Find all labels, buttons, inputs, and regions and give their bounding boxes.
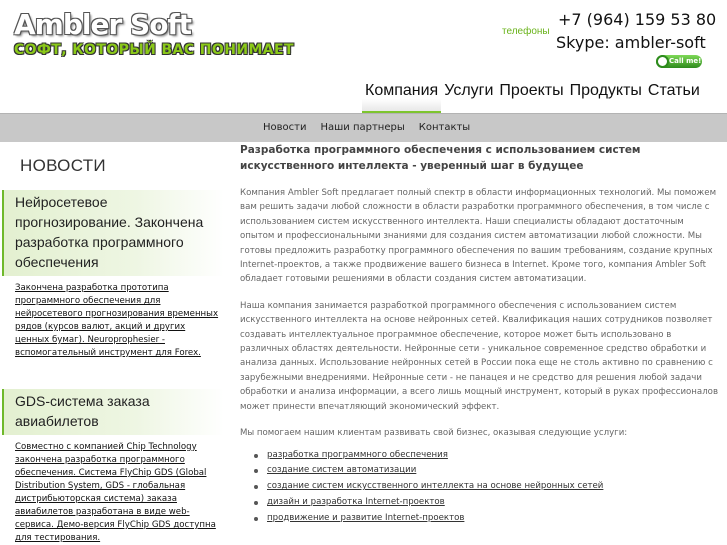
sub-nav-bar (0, 113, 727, 142)
service-link[interactable]: продвижение и развитие Internet-проектов (254, 511, 720, 527)
news-heading[interactable]: GDS-система заказа авиабилетов (2, 389, 224, 435)
news-body-link[interactable]: Совместно с компанией Chip Technology закончена разработка программного обеспечения. Система FlyChip GDS (Global Distribution System, GDS - глобальная дистрибьюторская система) заказа авиабилетов разработана в виде web-сервиса. Демо-версия FlyChip GDS доступна для тестирования. (15, 442, 216, 543)
call-me-label: Call me! (669, 57, 702, 65)
content-paragraph: Наша компания занимается разработкой программного обеспечения с использованием систем искусственного интеллекта на основе нейронных сетей. Квалификация наших сотрудников позволяет создавать интеллектуальное программное обеспечение, которое может быть использовано в различных областях деятельности. Нейронные сети - уникальное современное средство обработки и анализа данных. Использование нейронных сетей в России пока еще не столь активно по сравнению с зарубежными внедрениями. Нейронные сети - не панацея и не средство для решения любой задачи обработки и анализа информации, а всего лишь мощный инструмент, который в руках профессионалов может принести впечатляющий экономический эффект. (240, 300, 719, 412)
logo-title[interactable]: Ambler Soft (14, 8, 192, 41)
logo-slogan: СОФТ, КОТОРЫЙ ВАС ПОНИМАЕТ (14, 42, 294, 58)
nav-item-products[interactable]: Продукты (569, 82, 642, 99)
sub-nav-contacts[interactable]: Контакты (418, 122, 471, 133)
content-paragraph: Мы помогаем нашим клиентам развивать свой бизнес, оказывая следующие услуги: (240, 428, 628, 439)
nav-item-services[interactable]: Услуги (444, 82, 494, 99)
service-link[interactable]: создание систем искусственного интеллекта на основе нейронных сетей (254, 479, 720, 495)
news-item (2, 389, 224, 545)
phone-number: +7 (964) 159 53 80 (558, 10, 717, 29)
service-link[interactable]: дизайн и разработка Internet-проектов (254, 495, 720, 511)
nav-item-company[interactable]: Компания (362, 80, 441, 114)
sub-nav-news[interactable]: Новости (263, 122, 307, 133)
sidebar-title: НОВОСТИ (20, 156, 106, 175)
service-link[interactable]: разработка программного обеспечения (254, 448, 720, 464)
content-paragraph: Компания Ambler Soft предлагает полный спектр в области информационных технологий. Мы поможем вам решить задачи любой сложности в области разработки программного обеспечения, в том числе с использованием систем искусственного интеллекта. Наши специалисты обладают достаточным опытом и профессиональными знаниями для создания систем автоматизации любой сложности. Мы готовы предложить разработку программного обеспечения по вашим требованиям, создание крупных Internet-проектов, а также продвижение вашего бизнеса в Internet. Кроме того, компания Ambler Soft обладает готовыми решениями в области создания систем автоматизации. (240, 188, 717, 285)
service-link[interactable]: создание систем автоматизации (254, 463, 720, 479)
news-item (2, 190, 224, 360)
main-nav (362, 80, 703, 114)
phones-label: телефоны (502, 26, 550, 37)
call-me-button[interactable] (656, 55, 702, 68)
sub-nav (256, 114, 477, 142)
phone-icon (656, 55, 669, 68)
nav-item-projects[interactable]: Проекты (499, 82, 564, 99)
sub-nav-partners[interactable]: Наши партнеры (320, 122, 405, 133)
news-body-link[interactable]: Закончена разработка прототипа программного обеспечения для нейросетевого прогнозирования временных рядов (курсов валют, акций и других ценных бумаг). Neuroprophesier - вспомогательный инструмент для Forex. (15, 283, 219, 358)
main-content (240, 142, 720, 526)
content-title: Разработка программного обеспечения с использованием систем искусственного интеллекта - уверенный шаг в будущее (240, 144, 641, 172)
nav-item-articles[interactable]: Статьи (647, 82, 700, 99)
news-heading[interactable]: Нейросетевое прогнозирование. Закончена разработка программного обеспечения (2, 190, 224, 276)
skype-contact: Skype: ambler-soft (556, 33, 706, 52)
services-list (254, 448, 720, 527)
